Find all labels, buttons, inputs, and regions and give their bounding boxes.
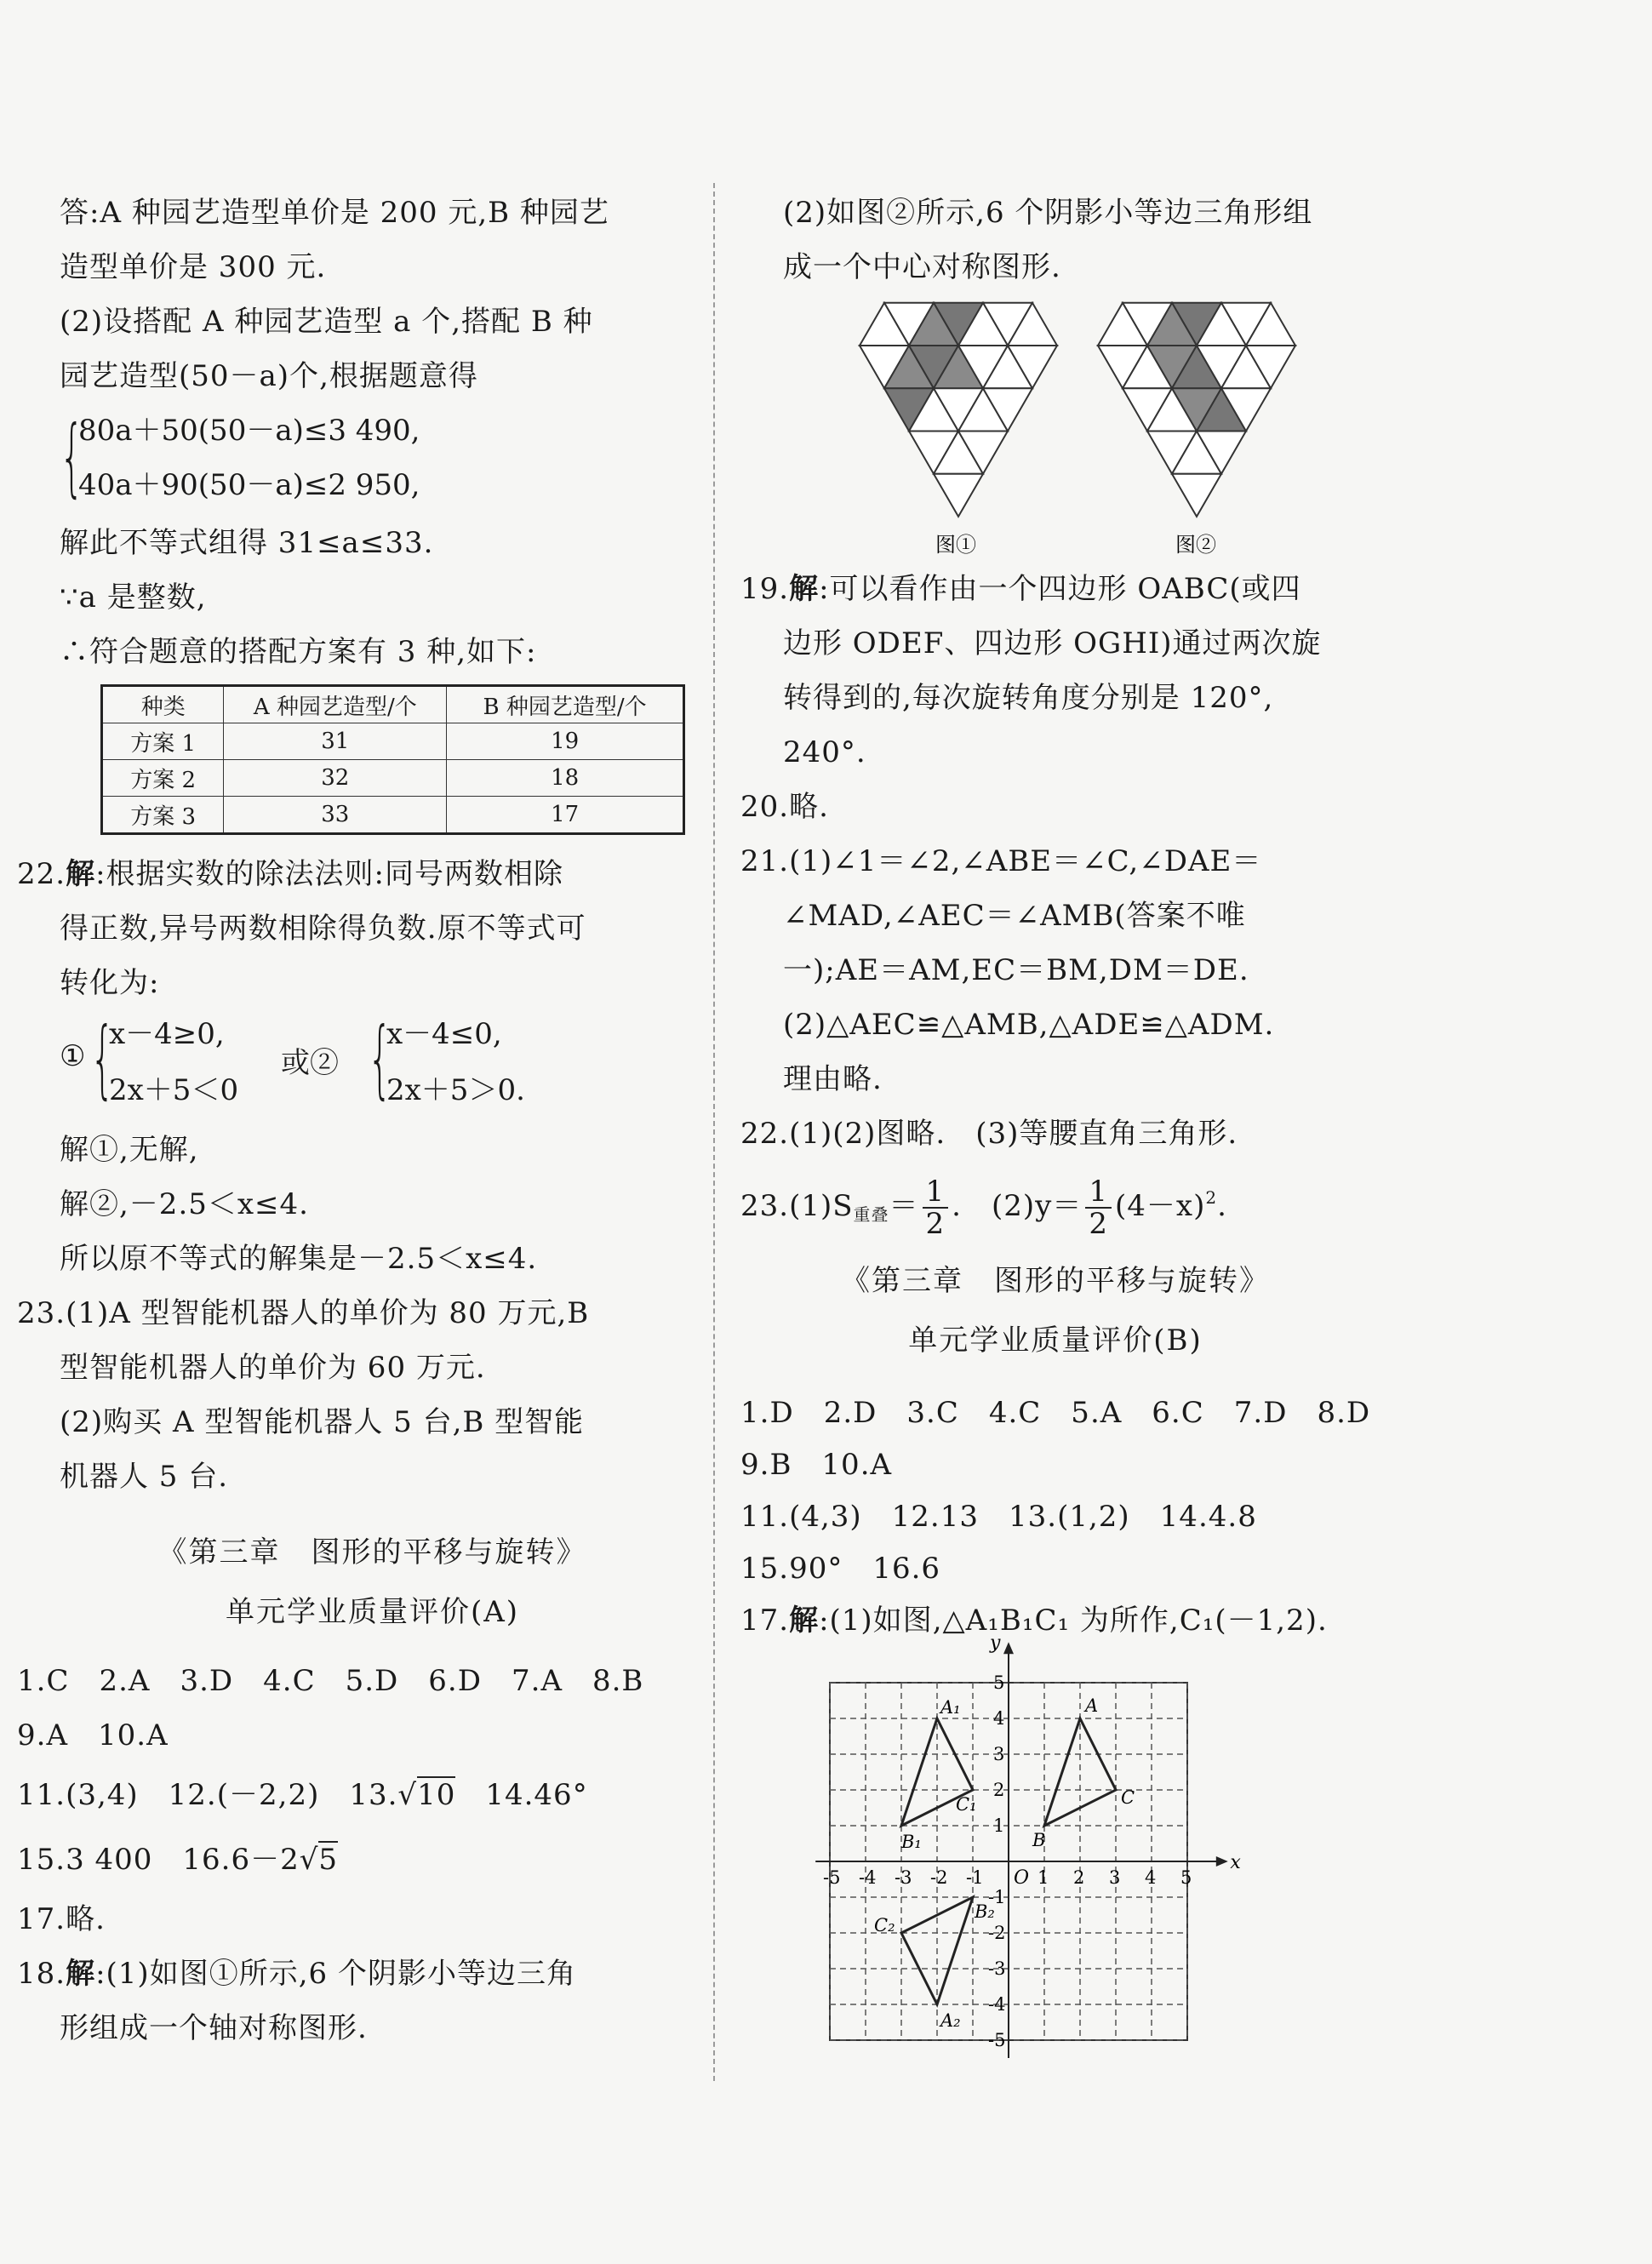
text-line: 转化为: [60, 966, 160, 1000]
subscript: 重叠 [853, 1204, 889, 1225]
answer-text: 15.3 400 16.6－2 [17, 1843, 300, 1877]
solution-label: 解 [66, 1957, 96, 1991]
text-line: (2)设搭配 A 种园艺造型 a 个,搭配 B 种 [60, 305, 593, 339]
chapter-title: 《第三章 图形的平移与旋转》 [841, 1264, 1270, 1298]
x-tick-label: 2 [1073, 1867, 1085, 1888]
answer-text: 14.46° [455, 1778, 588, 1812]
x-tick-label: -5 [823, 1867, 841, 1888]
right-column [740, 186, 1370, 2065]
x-tick-label: -4 [859, 1867, 877, 1888]
point-label: B [1032, 1830, 1046, 1850]
inequality-system [60, 403, 685, 516]
fraction [923, 1176, 949, 1239]
brace: { [368, 1009, 392, 1108]
sqrt-sign: √ [299, 1843, 319, 1877]
y-tick-label: -1 [988, 1887, 1006, 1907]
origin-label: O [1014, 1867, 1030, 1889]
text-line: 转得到的,每次旋转角度分别是 120°, [783, 681, 1274, 715]
text: ＝ [889, 1189, 919, 1223]
answer-line: 15.90° 16.6 [740, 1552, 941, 1586]
axes [815, 1632, 1241, 2058]
sqrt-radicand: 10 [417, 1778, 456, 1812]
figure-2-caption: 图② [1175, 533, 1216, 557]
text-line: 22.(1)(2)图略. (3)等腰直角三角形. [740, 1117, 1238, 1151]
y-tick-label: 3 [993, 1744, 1005, 1764]
question-17 [740, 1593, 1370, 1648]
x-tick-label: -2 [930, 1867, 948, 1888]
text-line: 成一个中心对称图形. [783, 250, 1061, 284]
x-tick-label: 1 [1038, 1867, 1049, 1888]
solution-label: 解 [66, 857, 96, 891]
answer-line [17, 1763, 685, 1827]
text-line: 形组成一个轴对称图形. [60, 2011, 368, 2045]
superscript: 2 [1205, 1187, 1218, 1208]
point-label: A₁ [940, 1697, 961, 1718]
chapter-subtitle: 单元学业质量评价(A) [225, 1595, 520, 1629]
left-column [17, 186, 685, 2055]
triangle-figures [740, 294, 1370, 558]
point-label: B₁ [901, 1832, 922, 1852]
text-line: 得正数,异号两数相除得负数.原不等式可 [60, 912, 586, 946]
text-line: 解②,－2.5＜x≤4. [60, 1187, 309, 1221]
y-tick-label: 2 [993, 1780, 1005, 1800]
text-line: 一);AE＝AM,EC＝BM,DM＝DE. [783, 953, 1249, 987]
text-line: 解①,无解, [60, 1133, 199, 1167]
answer-text: 11.(3,4) 12.(－2,2) 13. [17, 1778, 398, 1812]
system-1-label: ① [60, 1039, 86, 1073]
denominator: 2 [925, 1207, 946, 1241]
text-line: 型智能机器人的单价为 60 万元. [60, 1351, 486, 1385]
table-cell: 17 [447, 797, 684, 834]
table-header: A 种园艺造型/个 [224, 686, 447, 723]
figure-1-caption: 图① [935, 533, 976, 557]
sqrt-radicand: 5 [318, 1843, 339, 1877]
table-row [102, 797, 684, 834]
table-cell: 方案 2 [102, 760, 224, 797]
table-row [102, 760, 684, 797]
text-line: ∵a 是整数, [60, 580, 207, 615]
answer-line: 11.(4,3) 12.13 13.(1,2) 14.4.8 [740, 1500, 1257, 1534]
x-tick-label: 5 [1180, 1867, 1192, 1888]
y-tick-label: -3 [988, 1958, 1006, 1979]
grid-triangle [1172, 474, 1221, 517]
text-line: (2)购买 A 型智能机器人 5 台,B 型智能 [60, 1405, 585, 1439]
solution-label: 解 [789, 572, 820, 606]
x-axis-arrow [1216, 1856, 1228, 1867]
y-tick-label: 1 [993, 1815, 1005, 1836]
grid-triangle [934, 474, 983, 517]
y-tick-label: -5 [988, 2030, 1006, 2050]
text-line: (2)如图②所示,6 个阴影小等边三角形组 [783, 196, 1313, 230]
point-label: C [1121, 1787, 1135, 1808]
numerator: 1 [1085, 1176, 1112, 1209]
text-line: ∴符合题意的搭配方案有 3 种,如下: [60, 635, 537, 669]
inequality-systems [60, 1010, 685, 1123]
text-line: 边形 ODEF、四边形 OGHI)通过两次旋 [783, 626, 1322, 660]
point-label: B₂ [975, 1901, 995, 1922]
y-tick-label: -4 [988, 1994, 1006, 2015]
text-line: (2)△AEC≌△AMB,△ADE≌△ADM. [783, 1008, 1275, 1042]
table-cell: 32 [224, 760, 447, 797]
table-header: B 种园艺造型/个 [447, 686, 684, 723]
table-row [102, 723, 684, 760]
inequality-row: x－4≥0, [109, 1017, 225, 1051]
text: . [1217, 1189, 1227, 1223]
text-line: 240°. [783, 735, 866, 769]
text: 23.(1)S [740, 1189, 854, 1223]
x-tick-label: -3 [895, 1867, 912, 1888]
plan-table [100, 684, 685, 835]
figure-1-axial-symmetry [860, 303, 1057, 517]
sqrt-sign: √ [397, 1778, 418, 1812]
inequality-row: x－4≤0, [386, 1017, 502, 1051]
inequality-row: 2x＋5＜0 [109, 1073, 239, 1107]
text-line: 解此不等式组得 31≤a≤33. [60, 526, 434, 560]
text-line: 园艺造型(50－a)个,根据题意得 [60, 359, 478, 393]
y-tick-label: 4 [993, 1708, 1005, 1729]
text-line: 20.略. [740, 790, 829, 824]
table-cell: 33 [224, 797, 447, 834]
table-cell: 18 [447, 760, 684, 797]
answer-line: 1.C 2.A 3.D 4.C 5.D 6.D 7.A 8.B [17, 1664, 644, 1698]
question-18 [17, 1947, 685, 2001]
system-2-label: 或② [281, 1046, 339, 1080]
text-line: 理由略. [783, 1062, 883, 1096]
brace: { [90, 1009, 115, 1108]
y-tick-label: -2 [988, 1923, 1006, 1943]
text-line: 答:A 种园艺造型单价是 200 元,B 种园艺 [60, 196, 609, 230]
brace: { [60, 407, 84, 506]
table-header: 种类 [102, 686, 224, 723]
text-line: 造型单价是 300 元. [60, 250, 327, 284]
text: (4－x) [1115, 1189, 1206, 1223]
answer-line: 9.B 10.A [740, 1448, 893, 1482]
fraction [1085, 1176, 1112, 1239]
inequality-row: 80a＋50(50－a)≤3 490, [78, 414, 420, 448]
question-number: 18. [17, 1957, 66, 1991]
question-19 [740, 562, 1370, 616]
x-tick-label: -1 [966, 1867, 984, 1888]
x-tick-label: 4 [1145, 1867, 1157, 1888]
answer-line: 1.D 2.D 3.C 4.C 5.A 6.C 7.D 8.D [740, 1396, 1371, 1430]
y-tick-label: 5 [993, 1672, 1005, 1693]
question-22 [17, 847, 685, 901]
text: :根据实数的除法法则:同号两数相除 [95, 857, 563, 891]
question-number: 19. [740, 572, 790, 606]
text-line: 21.(1)∠1＝∠2,∠ABE＝∠C,∠DAE＝ [740, 844, 1262, 878]
question-23 [740, 1161, 1370, 1251]
table-cell: 方案 3 [102, 797, 224, 834]
table-header-row [102, 686, 684, 723]
x-tick-label: 3 [1109, 1867, 1121, 1888]
point-label: A₂ [940, 2010, 961, 2031]
text-line: ∠MAD,∠AEC＝∠AMB(答案不唯 [783, 899, 1246, 933]
text-line: 所以原不等式的解集是－2.5＜x≤4. [60, 1242, 538, 1276]
text: :可以看作由一个四边形 OABC(或四 [819, 572, 1301, 606]
answer-line [17, 1827, 685, 1892]
table-cell: 方案 1 [102, 723, 224, 760]
point-label: C₂ [874, 1915, 895, 1935]
text: :(1)如图,△A₁B₁C₁ 为所作,C₁(－1,2). [819, 1604, 1328, 1638]
point-label: C₁ [956, 1794, 977, 1815]
question-number: 22. [17, 857, 66, 891]
coordinate-grid-figure [823, 1632, 1336, 2061]
numerator: 1 [923, 1176, 949, 1209]
y-axis-label: y [990, 1632, 1001, 1655]
text-line: 23.(1)A 型智能机器人的单价为 80 万元,B [17, 1296, 590, 1330]
table-cell: 19 [447, 723, 684, 760]
inequality-row: 2x＋5＞0. [386, 1073, 525, 1107]
chapter-title: 《第三章 图形的平移与旋转》 [157, 1535, 587, 1569]
inequality-row: 40a＋90(50－a)≤2 950, [78, 468, 420, 502]
point-label: A [1085, 1695, 1099, 1716]
solution-label: 解 [789, 1604, 820, 1638]
text-line: 机器人 5 台. [60, 1460, 229, 1494]
answer-line: 9.A 10.A [17, 1718, 169, 1752]
chapter-subtitle: 单元学业质量评价(B) [908, 1324, 1203, 1358]
text: :(1)如图①所示,6 个阴影小等边三角 [95, 1957, 576, 1991]
answer-line: 17.略. [17, 1902, 106, 1936]
denominator: 2 [1089, 1207, 1108, 1241]
table-cell: 31 [224, 723, 447, 760]
x-axis-label: x [1230, 1852, 1241, 1873]
question-number: 17. [740, 1604, 790, 1638]
figure-2-central-symmetry [1098, 303, 1295, 517]
column-divider [713, 183, 715, 2081]
text: . (2)y＝ [952, 1189, 1083, 1223]
